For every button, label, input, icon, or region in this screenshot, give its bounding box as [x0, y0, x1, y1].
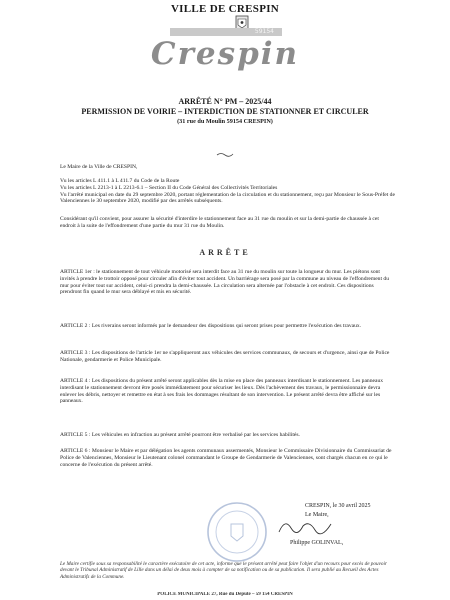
article-4: ARTICLE 4 : Les dispositions du présent arrêté seront applicables dès la mise en place des panneaux interdisant le stationnement. Les panneaux interdisant le stationnement devront être posés immédiatement pour sécuriser les lieux. Dès l'achèvement des travaux, le permissionnaire devra enlever les débris, nettoyer et remettre en état à ses frais les dommages résultant de son intervention. Le présent arrêté devra être affiché sur les panneaux.	[60, 378, 384, 405]
stamp-strip	[170, 28, 282, 36]
decree-title	[20, 97, 430, 126]
decree-number: ARRÊTÉ N° PM – 2025/44	[178, 97, 272, 106]
article-1: ARTICLE 1er : le stationnement de tout véhicule motorisé sera interdit face au 31 rue du moulin sur toute la longueur du mur. Les piétons sont invités à prendre le trottoir opposé pour circuler afin d'éviter tout accident. Un barriérage sera posé par la commune au niveau de l'effondrement du mur pour éviter tout sur accident, celui-ci prendra la demi-chaussée. La circulation sera alternée par l'obstacle à cet endroit. Ces dispositions prendront fin quand le mur sera déblayé et mis en sécurité.	[60, 269, 390, 296]
legal-references	[60, 178, 395, 205]
town-logo-wordmark: Crespin	[150, 36, 300, 72]
article-5: ARTICLE 5 : Les véhicules en infraction au présent arrêté pourront être verbalisé par les services habilités.	[60, 432, 300, 438]
article-3: ARTICLE 3 : Les dispositions de l'article 1er ne s'appliqueront aux véhicules des services communaux, de secours et d'urgence, ainsi que de Police Nationale, gendarmerie et Police Municipale.	[60, 350, 390, 363]
decree-address: (31 rue du Moulin 59154 CRESPIN)	[177, 118, 273, 125]
town-name: VILLE DE CRESPIN	[170, 3, 280, 15]
official-seal-icon	[205, 500, 269, 564]
handwritten-signature	[275, 516, 335, 538]
legal-reference: Vu les articles L 411.1 à L 411.7 du Code de la Route	[60, 178, 180, 184]
legal-footer-note: Le Maire certifie sous sa responsabilité le caractère exécutoire de cet acte, informe que le présent arrêté peut faire l'objet d'un recours pour excès de pouvoir devant le Tribunal Administratif de Lille dans un délai de deux mois à compter de sa notification ou de sa publication. Il sera publié au Recueil des Actes Administratifs de la Commune.	[60, 561, 387, 580]
decree-subject: PERMISSION DE VOIRIE – INTERDICTION DE STATIONNER ET CIRCULER	[81, 107, 369, 116]
signature-role: Le Maire,	[305, 512, 329, 518]
legal-reference: Vu l'arrêté municipal en date du 29 septembre 2020, portant réglementation de la circulation et du stationnement, reçu par Monsieur le Sous-Préfet de Valenciennes le 30 septembre 2020, modifié par des arrêtés subséquents.	[60, 191, 395, 205]
small-logo-icon	[215, 152, 235, 157]
article-6: ARTICLE 6 : Monsieur le Maire et par délégation les agents communaux assermentés, Monsieur le Commissaire Divisionnaire du Commissariat de Police de Valenciennes, Monsieur le Lieutenant colonel commandant le Groupe de Gendarmerie de Valenciennes, sont chargés chacun en ce qui le concerne de l'exécution du présent arrêté.	[60, 448, 392, 468]
arrete-heading: ARRÊTE	[199, 248, 251, 257]
police-address-footer: POLICE MUNICIPALE 27, Rue du Député – 59 154 CRESPIN	[157, 592, 293, 597]
article-2: ARTICLE 2 : Les riverains seront informés par le demandeur des dispositions qui seront prises pour permettre l'exécution des travaux.	[60, 323, 362, 329]
signature-place-date: CRESPIN, le 30 avril 2025	[305, 503, 371, 509]
considerant-paragraph: Considérant qu'il convient, pour assurer la sécurité d'interdire le stationnement face au 31 rue du moulin et sur la demi-partie de chaussée à cet endroit à la suite de l'effondrement d'une partie du mur 31 rue du Moulin.	[60, 216, 379, 229]
signatory-name: Philippe GOLINVAL,	[290, 540, 344, 546]
mayor-line: Le Maire de la Ville de CRESPIN,	[60, 164, 138, 170]
legal-reference: Vu les articles L 2213-1 à L 2213-6.1 – Section II du Code Général des Collectivités Territoriales	[60, 184, 278, 191]
stamp-code: 59154	[254, 28, 274, 35]
